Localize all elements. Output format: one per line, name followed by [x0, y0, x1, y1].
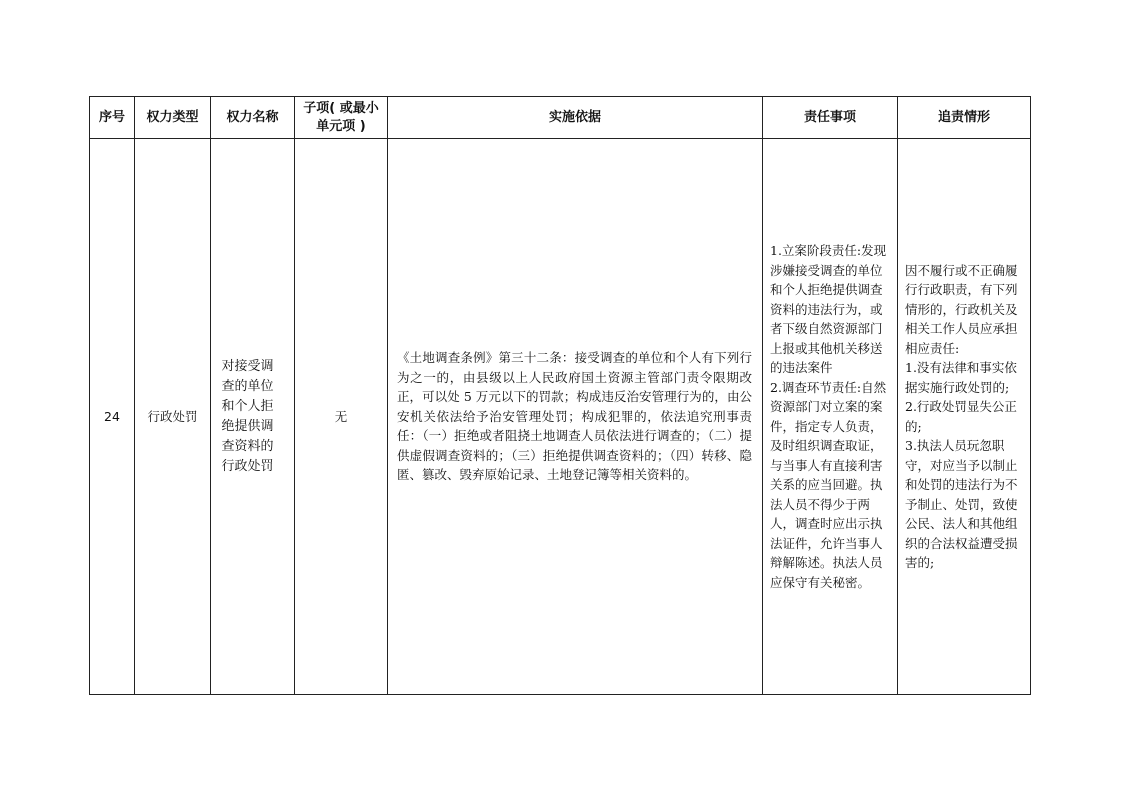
cell-power-type: 行政处罚 — [135, 139, 211, 695]
table-header — [90, 97, 1031, 139]
table-body — [90, 139, 1031, 695]
accountability-item: 因不履行或不正确履行行政职责，有下列情形的，行政机关及相关工作人员应承担相应责任: — [905, 262, 1018, 356]
cell-sub-item: 无 — [295, 139, 388, 695]
header-row — [90, 97, 1031, 139]
accountability-item: 1.没有法律和事实依据实施行政处罚的; — [905, 360, 1017, 395]
cell-seq: 24 — [90, 139, 135, 695]
responsibility-item: 1.立案阶段责任:发现涉嫌接受调查的单位和个人拒绝提供调查资料的违法行为，或者下级自然资源部门上报或其他机关移送的违法案件 — [770, 243, 887, 375]
header-accountability: 追责情形 — [898, 97, 1031, 139]
header-seq: 序号 — [90, 97, 135, 139]
power-list-table — [89, 96, 1031, 695]
cell-power-name — [211, 139, 295, 695]
table-row — [90, 139, 1031, 695]
header-sub-item — [295, 97, 388, 139]
responsibility-item: 2.调查环节责任:自然资源部门对立案的案件，指定专人负责，及时组织调查取证，与当事人有直接利害关系的应当回避。执法人员不得少于两人，调查时应出示执法证件，允许当事人辩解陈述。执法人员应保守有关秘密。 — [770, 379, 887, 590]
cell-basis: 《土地调查条例》第三十二条：接受调查的单位和个人有下列行为之一的，由县级以上人民政府国土资源主管部门责令限期改正，可以处 5 万元以下的罚款；构成违反治安管理行为的，由公安机关依法给予治安管理处罚；构成犯罪的，依法追究刑事责任：（一）拒绝或者阻挠土地调查人员依法进行调查的；（二）提供虚假调查资料的；（三）拒绝提供调查资料的；（四）转移、隐匿、篡改、毁弃原始记录、土地登记簿等相关资料的。 — [388, 139, 763, 695]
power-name-text: 对接受调查的单位和个人拒绝提供调查资料的行政处罚 — [221, 358, 274, 474]
header-power-name: 权力名称 — [211, 97, 295, 139]
header-responsibility: 责任事项 — [763, 97, 898, 139]
accountability-item: 2.行政处罚显失公正的; — [905, 399, 1017, 434]
cell-accountability — [898, 139, 1031, 695]
header-basis: 实施依据 — [388, 97, 763, 139]
cell-responsibility — [763, 139, 898, 695]
header-sub-item-line1: 子项( 或最小 — [303, 100, 379, 116]
header-power-type: 权力类型 — [135, 97, 211, 139]
accountability-item: 3.执法人员玩忽职守，对应当予以制止和处罚的违法行为不予制止、处罚，致使公民、法人和其他组织的合法权益遭受损害的; — [905, 438, 1018, 570]
header-sub-item-line2: 单元项 ) — [316, 118, 366, 134]
